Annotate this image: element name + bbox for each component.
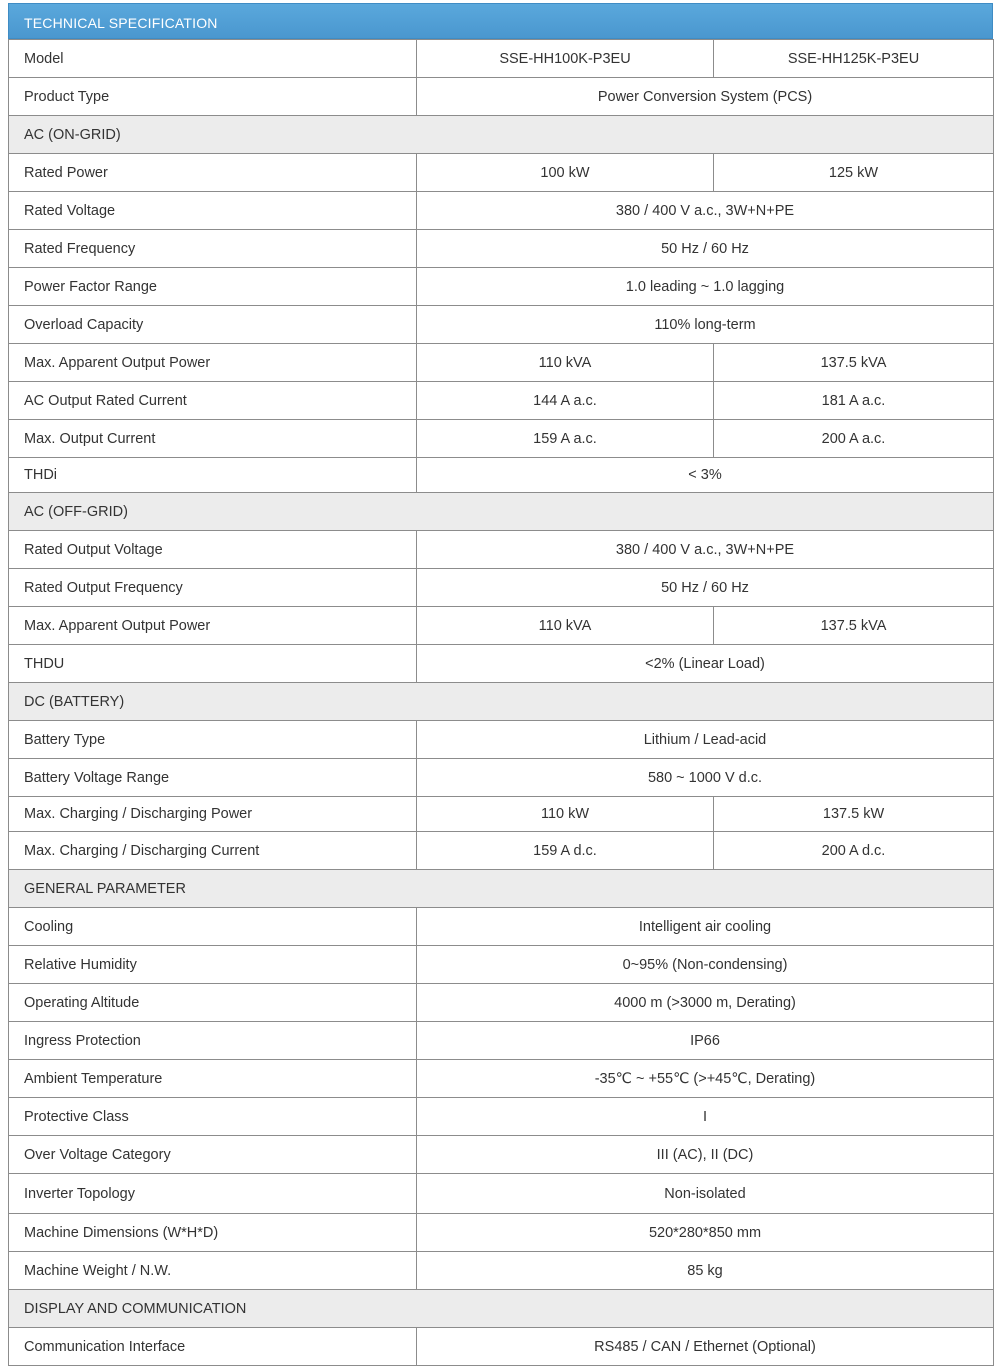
spec-value: < 3%: [417, 458, 994, 493]
spec-row-operating-altitude: [9, 984, 994, 1022]
spec-value: Lithium / Lead-acid: [417, 721, 994, 759]
spec-row-rated-voltage: [9, 192, 994, 230]
spec-value-model-1: 144 A a.c.: [417, 382, 714, 420]
spec-label: Max. Charging / Discharging Power: [9, 797, 417, 832]
spec-label: Ingress Protection: [9, 1022, 417, 1060]
spec-label: Machine Weight / N.W.: [9, 1252, 417, 1290]
spec-value-model-1: 110 kVA: [417, 607, 714, 645]
spec-row-machine-dimensions-w-h-d: [9, 1214, 994, 1252]
section-header: GENERAL PARAMETER: [9, 870, 994, 908]
spec-value-model-2: SSE-HH125K-P3EU: [714, 40, 994, 78]
section-dc-battery: [9, 683, 994, 721]
spec-value: 50 Hz / 60 Hz: [417, 230, 994, 268]
spec-value: 380 / 400 V a.c., 3W+N+PE: [417, 531, 994, 569]
section-header: AC (OFF-GRID): [9, 493, 994, 531]
spec-row-protective-class: [9, 1098, 994, 1136]
spec-label: Max. Apparent Output Power: [9, 607, 417, 645]
spec-value: -35℃ ~ +55℃ (>+45℃, Derating): [417, 1060, 994, 1098]
spec-value: 380 / 400 V a.c., 3W+N+PE: [417, 192, 994, 230]
spec-row-overload-capacity: [9, 306, 994, 344]
spec-value: I: [417, 1098, 994, 1136]
spec-row-rated-output-frequency: [9, 569, 994, 607]
spec-label: Cooling: [9, 908, 417, 946]
spec-value-model-1: 110 kW: [417, 797, 714, 832]
spec-row-battery-voltage-range: [9, 759, 994, 797]
spec-value-model-1: 100 kW: [417, 154, 714, 192]
spec-row-communication-interface: [9, 1328, 994, 1366]
spec-value-model-1: 159 A d.c.: [417, 832, 714, 870]
spec-row-cooling: [9, 908, 994, 946]
spec-value-model-2: 181 A a.c.: [714, 382, 994, 420]
spec-label: Overload Capacity: [9, 306, 417, 344]
spec-label: Rated Output Voltage: [9, 531, 417, 569]
spec-value-model-2: 137.5 kVA: [714, 344, 994, 382]
spec-row-max-apparent-output-power: [9, 607, 994, 645]
spec-row-ac-output-rated-current: [9, 382, 994, 420]
spec-label: Communication Interface: [9, 1328, 417, 1366]
spec-label: Max. Apparent Output Power: [9, 344, 417, 382]
section-display-and-communication: [9, 1290, 994, 1328]
spec-value-model-2: 137.5 kW: [714, 797, 994, 832]
spec-label: Protective Class: [9, 1098, 417, 1136]
spec-value-model-1: 110 kVA: [417, 344, 714, 382]
spec-label: Max. Charging / Discharging Current: [9, 832, 417, 870]
spec-row-max-apparent-output-power: [9, 344, 994, 382]
spec-value: III (AC), II (DC): [417, 1136, 994, 1174]
spec-label: Battery Voltage Range: [9, 759, 417, 797]
spec-row-power-factor-range: [9, 268, 994, 306]
spec-table-body: [9, 40, 994, 1366]
spec-value: Power Conversion System (PCS): [417, 78, 994, 116]
spec-value-model-1: 159 A a.c.: [417, 420, 714, 458]
spec-label: Rated Output Frequency: [9, 569, 417, 607]
spec-row-rated-power: [9, 154, 994, 192]
spec-row-model: [9, 40, 994, 78]
spec-label: Inverter Topology: [9, 1174, 417, 1214]
section-general-parameter: [9, 870, 994, 908]
spec-value-model-2: 137.5 kVA: [714, 607, 994, 645]
spec-row-ambient-temperature: [9, 1060, 994, 1098]
spec-row-rated-output-voltage: [9, 531, 994, 569]
spec-value: 0~95% (Non-condensing): [417, 946, 994, 984]
spec-row-product-type: [9, 78, 994, 116]
spec-row-max-output-current: [9, 420, 994, 458]
spec-sheet: [8, 3, 993, 1366]
spec-value: 1.0 leading ~ 1.0 lagging: [417, 268, 994, 306]
spec-label: Battery Type: [9, 721, 417, 759]
section-header: DISPLAY AND COMMUNICATION: [9, 1290, 994, 1328]
spec-value: 50 Hz / 60 Hz: [417, 569, 994, 607]
spec-value: 85 kg: [417, 1252, 994, 1290]
spec-row-thdi: [9, 458, 994, 493]
spec-label: Product Type: [9, 78, 417, 116]
spec-title: TECHNICAL SPECIFICATION: [8, 3, 993, 39]
spec-row-battery-type: [9, 721, 994, 759]
spec-label: Max. Output Current: [9, 420, 417, 458]
spec-label: Model: [9, 40, 417, 78]
spec-value-model-1: SSE-HH100K-P3EU: [417, 40, 714, 78]
spec-value: 4000 m (>3000 m, Derating): [417, 984, 994, 1022]
spec-row-rated-frequency: [9, 230, 994, 268]
section-header: DC (BATTERY): [9, 683, 994, 721]
spec-label: AC Output Rated Current: [9, 382, 417, 420]
spec-value: Non-isolated: [417, 1174, 994, 1214]
spec-label: Relative Humidity: [9, 946, 417, 984]
section-ac-off-grid: [9, 493, 994, 531]
spec-label: THDi: [9, 458, 417, 493]
spec-table: [8, 39, 994, 1366]
spec-value: RS485 / CAN / Ethernet (Optional): [417, 1328, 994, 1366]
spec-value: <2% (Linear Load): [417, 645, 994, 683]
spec-value: 520*280*850 mm: [417, 1214, 994, 1252]
spec-value: IP66: [417, 1022, 994, 1060]
spec-value-model-2: 125 kW: [714, 154, 994, 192]
spec-label: Rated Voltage: [9, 192, 417, 230]
spec-row-relative-humidity: [9, 946, 994, 984]
section-ac-on-grid: [9, 116, 994, 154]
spec-value: 110% long-term: [417, 306, 994, 344]
spec-row-max-charging-discharging-current: [9, 832, 994, 870]
spec-label: Ambient Temperature: [9, 1060, 417, 1098]
spec-value: 580 ~ 1000 V d.c.: [417, 759, 994, 797]
spec-label: Operating Altitude: [9, 984, 417, 1022]
spec-value: Intelligent air cooling: [417, 908, 994, 946]
section-header: AC (ON-GRID): [9, 116, 994, 154]
spec-row-machine-weight-n-w: [9, 1252, 994, 1290]
spec-label: Power Factor Range: [9, 268, 417, 306]
spec-row-over-voltage-category: [9, 1136, 994, 1174]
spec-row-thdu: [9, 645, 994, 683]
spec-label: Machine Dimensions (W*H*D): [9, 1214, 417, 1252]
spec-row-inverter-topology: [9, 1174, 994, 1214]
spec-value-model-2: 200 A d.c.: [714, 832, 994, 870]
spec-label: Rated Frequency: [9, 230, 417, 268]
spec-row-ingress-protection: [9, 1022, 994, 1060]
spec-label: Over Voltage Category: [9, 1136, 417, 1174]
spec-value-model-2: 200 A a.c.: [714, 420, 994, 458]
spec-label: Rated Power: [9, 154, 417, 192]
spec-label: THDU: [9, 645, 417, 683]
spec-row-max-charging-discharging-power: [9, 797, 994, 832]
